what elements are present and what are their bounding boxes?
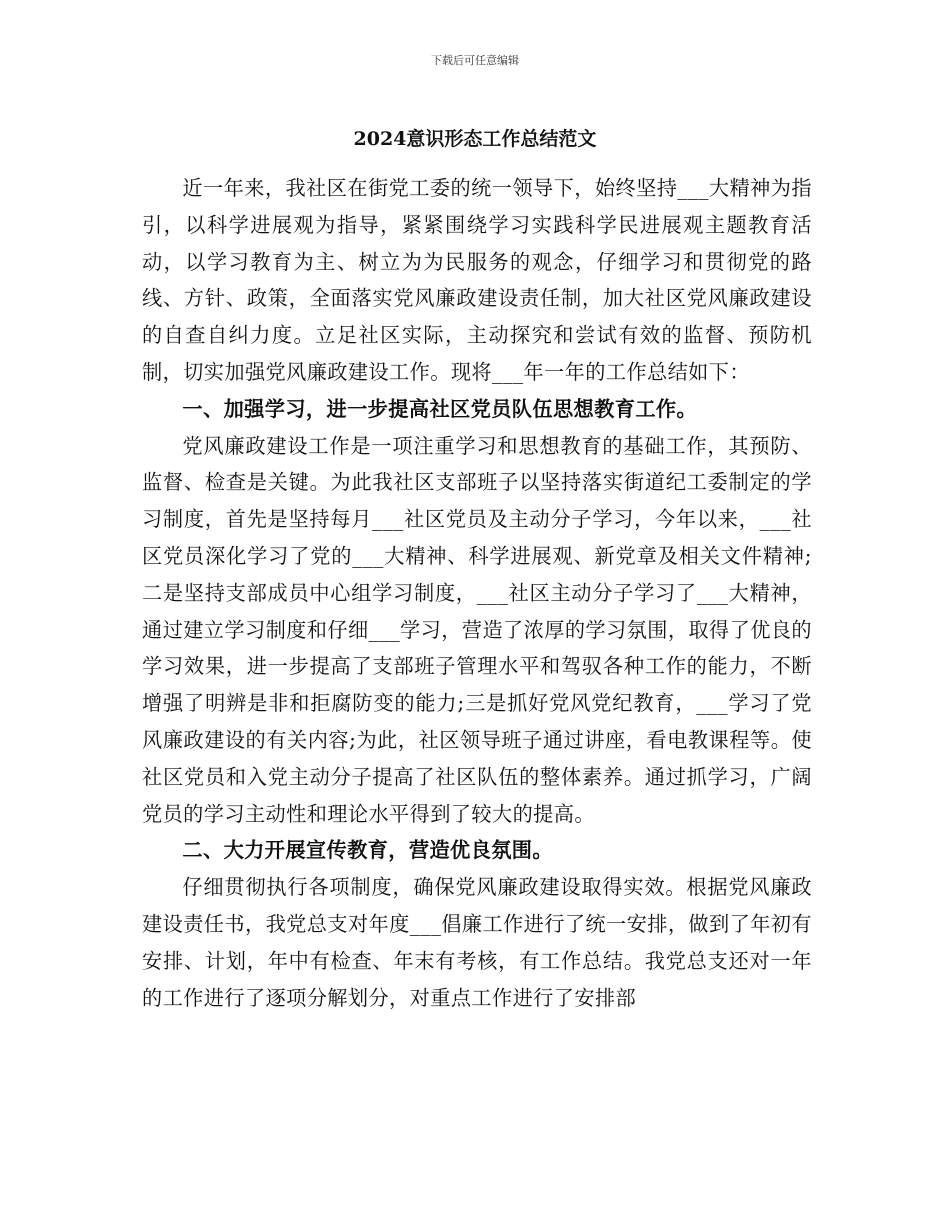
section-heading-2: 二、大力开展宣传教育，营造优良氛围。	[182, 838, 553, 863]
document-body	[142, 170, 812, 1016]
intro-paragraph: 近一年来，我社区在街党工委的统一领导下，始终坚持___大精神为指引，以科学进展观为指导，紧紧围绕学习实践科学民进展观主题教育活动，以学习教育为主、树立为为民服务的观念，仔细学习和贯彻党的路线、方针、政策，全面落实党风廉政建设责任制，加大社区党风廉政建设的自查自纠力度。立足社区实际，主动探究和尝试有效的监督、预防机制，切实加强党风廉政建设工作。现将___年一年的工作总结如下：	[142, 176, 812, 384]
section-heading-1: 一、加强学习，进一步提高社区党员队伍思想教育工作。	[182, 396, 698, 421]
document-title: 2024意识形态工作总结范文	[353, 128, 597, 150]
section-1-paragraph: 党风廉政建设工作是一项注重学习和思想教育的基础工作，其预防、监督、检查是关键。为此我社区支部班子以坚持落实街道纪工委制定的学习制度，首先是坚持每月___社区党员及主动分子学习，今年以来，___社区党员深化学习了党的___大精神、科学进展观、新党章及相关文件精神;二是坚持支部成员中心组学习制度，___社区主动分子学习了___大精神，通过建立学习制度和仔细___学习，营造了浓厚的学习氛围，取得了优良的学习效果，进一步提高了支部班子管理水平和驾驭各种工作的能力，不断增强了明辨是非和拒腐防变的能力;三是抓好党风党纪教育，___学习了党风廉政建设的有关内容;为此，社区领导班子通过讲座，看电教课程等。使社区党员和入党主动分子提高了社区队伍的整体素养。通过抓学习，广阔党员的学习主动性和理论水平得到了较大的提高。	[142, 433, 812, 826]
page-header-note: 下载后可任意编辑	[431, 54, 519, 67]
section-2-paragraph: 仔细贯彻执行各项制度，确保党风廉政建设取得实效。根据党风廉政建设责任书，我党总支对年度___倡廉工作进行了统一安排，做到了年初有安排、计划，年中有检查、年末有考核，有工作总结。我党总支还对一年的工作进行了逐项分解划分，对重点工作进行了安排部	[142, 875, 812, 1010]
